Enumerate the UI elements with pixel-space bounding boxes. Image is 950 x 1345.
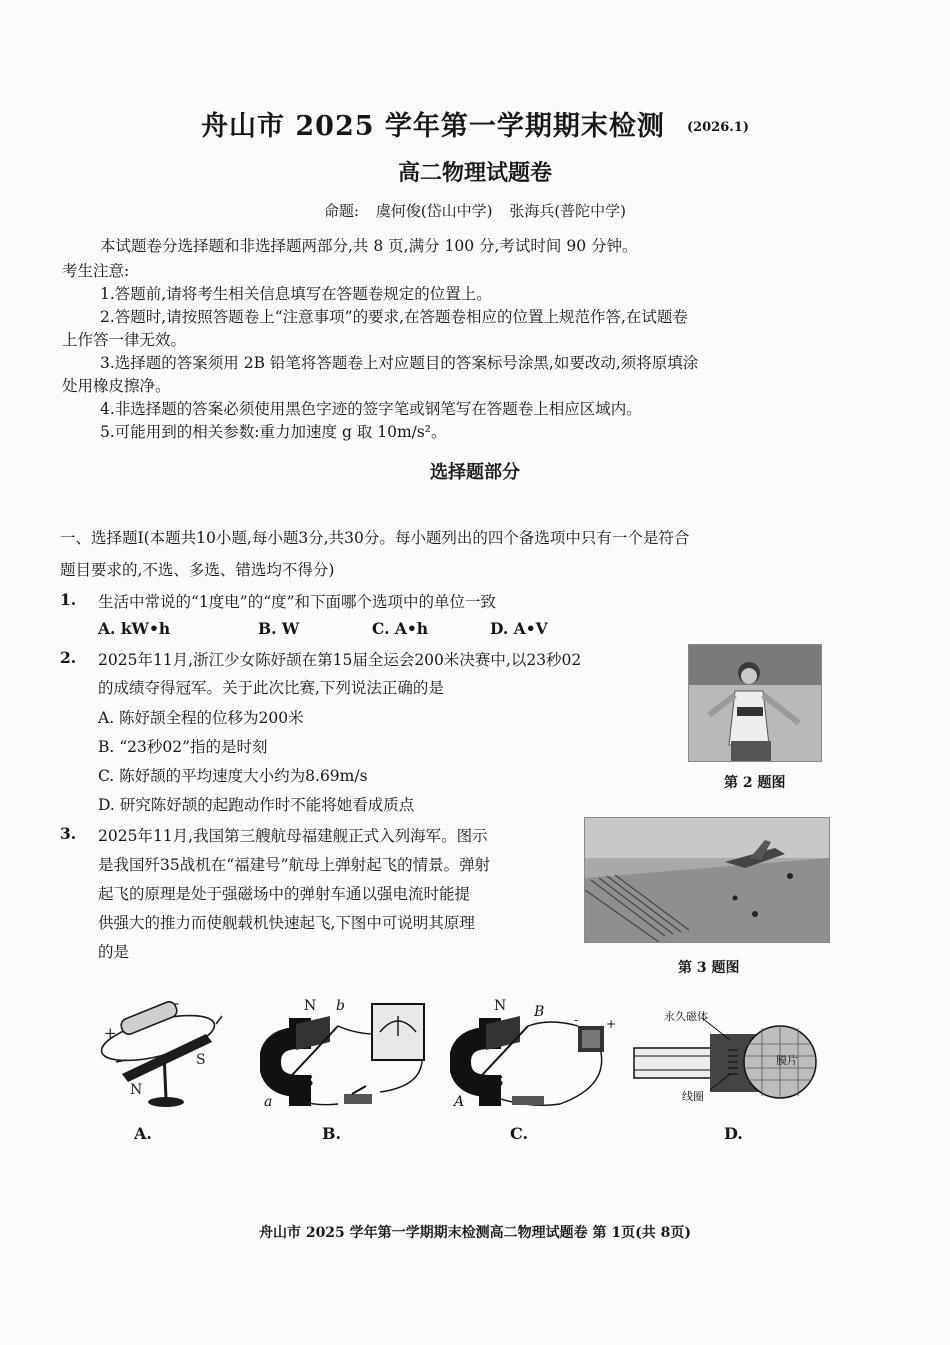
notes-label: 考生注意:	[62, 262, 130, 280]
carrier-illustration	[585, 818, 829, 942]
figure-c-s-pole: S	[494, 1074, 504, 1090]
q2-figure-caption: 第 2 题图	[724, 775, 786, 791]
exam-subtitle: 高二物理试题卷	[397, 160, 552, 186]
part1-line1: 一、选择题I(本题共10小题,每小题3分,共30分。每小题列出的四个备选项中只有一个是符合	[60, 529, 690, 547]
figure-a-n-pole: N	[130, 1082, 143, 1098]
q1-option-b: B. W	[258, 619, 300, 638]
figure-a-label: A.	[134, 1124, 152, 1143]
part1-line2: 题目要求的,不选、多选、错选均不得分)	[60, 561, 335, 579]
exam-date: (2026.1)	[686, 120, 749, 135]
page-footer: 舟山市 2025 学年第一学期期末检测高二物理试题卷 第 1页(共 8页)	[258, 1225, 692, 1241]
figure-b-n-pole: N	[304, 998, 317, 1014]
figure-c-label-b: B	[534, 1004, 545, 1020]
figure-b-s-pole: S	[304, 1074, 314, 1090]
q3-stem-1: 2025年11月,我国第三艘航母福建舰正式入列海军。图示	[98, 827, 488, 845]
q3-stem-2: 是我国歼35战机在“福建号”航母上弹射起飞的情景。弹射	[98, 856, 491, 874]
note-2b: 上作答一律无效。	[62, 331, 187, 349]
figure-c-label-a: A	[454, 1094, 465, 1110]
q3-figure-caption: 第 3 题图	[678, 960, 740, 976]
note-5: 5.可能用到的相关参数:重力加速度 g 取 10m/s²。	[100, 423, 447, 441]
q2-option-d: D. 研究陈妤颉的起跑动作时不能将她看成质点	[98, 796, 415, 814]
figure-d-diagram	[630, 1004, 820, 1110]
figure-a-plus: +	[104, 1024, 117, 1042]
authors-line	[0, 200, 950, 221]
figure-b-diagram	[260, 996, 440, 1116]
figure-c-n-pole: N	[494, 998, 507, 1014]
note-3a: 3.选择题的答案须用 2B 铅笔将答题卷上对应题目的答案标号涂黑,如要改动,须将原填涂	[100, 354, 699, 372]
figure-c-plus: +	[606, 1017, 617, 1031]
note-3b: 处用橡皮擦净。	[62, 377, 171, 395]
runner-illustration	[689, 645, 821, 761]
intro-text: 本试题卷分选择题和非选择题两部分,共 8 页,满分 100 分,考试时间 90 分钟。	[100, 237, 638, 255]
note-4: 4.非选择题的答案必须使用黑色字迹的签字笔或钢笔写在答题卷上相应区域内。	[100, 400, 642, 418]
q2-stem-2: 的成绩夺得冠军。关于此次比赛,下列说法正确的是	[98, 679, 444, 697]
q3-number: 3.	[60, 824, 77, 843]
q1-stem: 生活中常说的“1度电”的“度”和下面哪个选项中的单位一致	[98, 593, 497, 611]
q2-number: 2.	[60, 648, 77, 667]
note-1: 1.答题前,请将考生相关信息填写在答题卷规定的位置上。	[100, 285, 492, 303]
q1-option-a: A. kW•h	[98, 619, 171, 638]
q1-option-c: C. A•h	[372, 619, 429, 638]
q1-option-d: D. A•V	[490, 619, 548, 638]
q3-stem-4: 供强大的推力而使舰载机快速起飞,下图中可说明其原理	[98, 914, 475, 932]
figure-d-magnet-label: 永久磁体	[664, 1010, 708, 1023]
q3-stem-3: 起飞的原理是处于强磁场中的弹射车通以强电流时能提	[98, 885, 471, 903]
exam-title	[0, 104, 950, 143]
figure-a-minus: -	[174, 996, 180, 1012]
section-title: 选择题部分	[430, 462, 520, 483]
author-1: 虞何俊(岱山中学)	[375, 202, 493, 220]
q2-option-b: B. “23秒02”指的是时刻	[98, 738, 268, 756]
figure-d-coil-label: 线圈	[682, 1090, 704, 1103]
figure-b-label-a: a	[264, 1094, 273, 1110]
note-2a: 2.答题时,请按照答题卷上“注意事项”的要求,在答题卷相应的位置上规范作答,在试题卷	[100, 308, 688, 326]
q3-stem-5: 的是	[98, 943, 130, 961]
figure-a-s-pole: S	[196, 1052, 206, 1068]
figure-b-label: B.	[322, 1124, 342, 1143]
q2-stem-1: 2025年11月,浙江少女陈妤颉在第15届全运会200米决赛中,以23秒02	[98, 651, 582, 669]
figure-d-label: D.	[724, 1124, 743, 1143]
exam-title-text: 舟山市 2025 学年第一学期期末检测	[200, 111, 665, 142]
figure-c-diagram	[450, 996, 620, 1116]
figure-c-label: C.	[510, 1124, 529, 1143]
q1-number: 1.	[60, 590, 77, 609]
figure-a-diagram	[96, 996, 246, 1114]
figure-d-film-label: 膜片	[776, 1054, 798, 1067]
figure-b-label-b: b	[336, 998, 345, 1014]
author-2: 张海兵(普陀中学)	[509, 202, 627, 220]
q2-option-c: C. 陈妤颉的平均速度大小约为8.69m/s	[98, 767, 368, 785]
figure-c-minus: -	[574, 1013, 579, 1027]
authors-label: 命题:	[323, 202, 360, 220]
q2-option-a: A. 陈妤颉全程的位移为200米	[98, 709, 304, 727]
q2-runner-photo	[688, 644, 822, 762]
q3-carrier-photo	[584, 817, 830, 943]
